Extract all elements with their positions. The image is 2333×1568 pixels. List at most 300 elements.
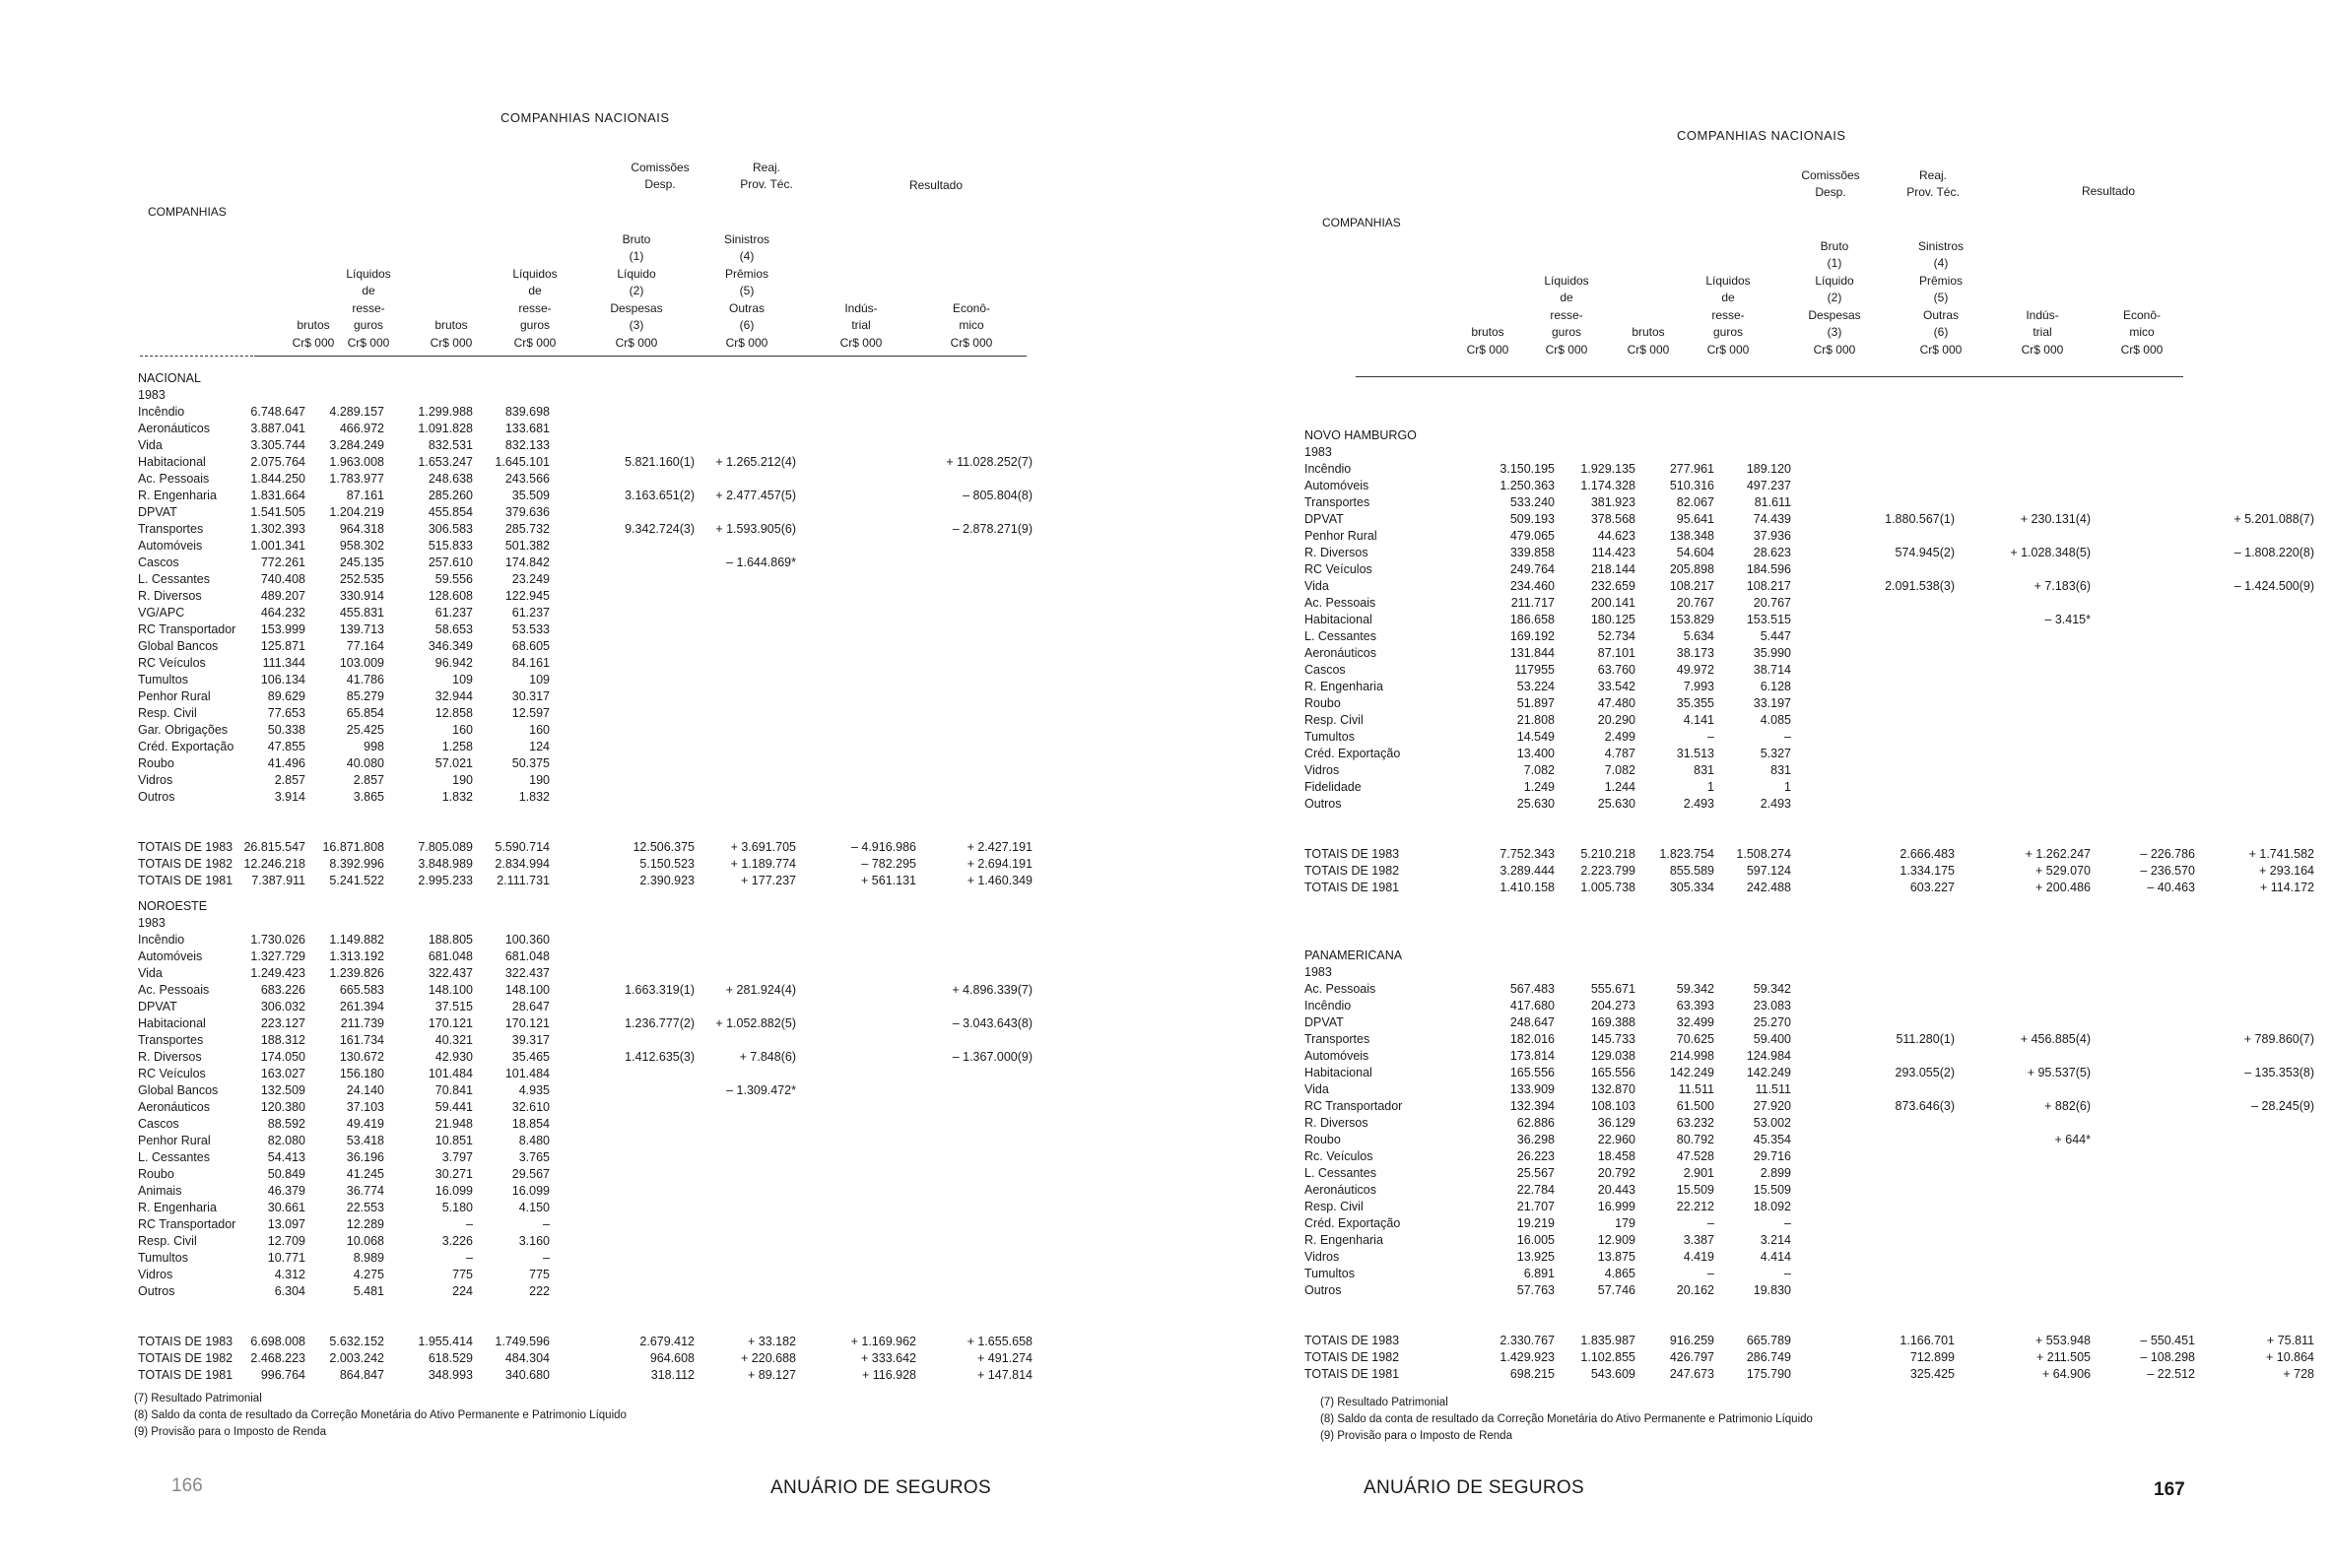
cell-value: + 64.906 <box>2041 1367 2091 1381</box>
table-row <box>138 755 550 772</box>
column-header-line: Líquido <box>1815 273 1854 288</box>
table-row <box>138 538 550 555</box>
cell-value: 330.914 <box>339 589 384 603</box>
cell-value: 96.942 <box>434 656 473 670</box>
row-label: Resp. Civil <box>1304 713 1364 727</box>
row-label: VG/APC <box>138 606 185 620</box>
cell-value: + 1.655.658 <box>967 1335 1033 1348</box>
footnote-8: (8) Saldo da conta de resultado da Correção Monetária do Ativo Permanente e Patrimonio Líquido <box>134 1409 627 1421</box>
table-row <box>1304 578 2314 595</box>
row-label: Outros <box>138 790 175 804</box>
cell-value: + 177.237 <box>741 874 796 887</box>
cell-value: 10.771 <box>267 1251 305 1265</box>
row-label: Resp. Civil <box>138 706 197 720</box>
cell-value: 3.163.651(2) <box>625 489 695 502</box>
cell-value: – 1.309.472* <box>726 1083 796 1097</box>
cell-value: 8.392.996 <box>329 857 384 871</box>
group-header-line: Reaj. <box>752 161 780 174</box>
cell-value: 1.204.219 <box>329 505 384 519</box>
cell-value: 1.249.423 <box>250 966 305 980</box>
table-row <box>138 471 550 488</box>
row-label: Habitacional <box>138 1016 206 1030</box>
row-label: Animais <box>138 1184 182 1198</box>
row-label: Vida <box>1304 1082 1329 1096</box>
column-header-line: resse- <box>1711 307 1745 322</box>
cell-value: 597.124 <box>1746 864 1791 878</box>
cell-value: 28.647 <box>511 1000 550 1013</box>
column-header-line: Prêmios <box>1918 273 1963 288</box>
cell-value: 169.192 <box>1509 629 1555 643</box>
cell-value: 188.312 <box>260 1033 305 1047</box>
cell-value: + 882(6) <box>2044 1099 2091 1113</box>
cell-value: 5.241.522 <box>329 874 384 887</box>
column-header-line: (6) <box>739 318 755 332</box>
cell-value: 108.217 <box>1746 579 1791 593</box>
table-row <box>1304 1232 1791 1249</box>
cell-value: – <box>543 1217 550 1231</box>
cell-value: 35.355 <box>1676 696 1714 710</box>
cell-value: 20.767 <box>1676 596 1714 610</box>
cell-value: 51.897 <box>1516 696 1555 710</box>
table-row <box>138 1049 1033 1066</box>
cell-value: 40.321 <box>434 1033 473 1047</box>
cell-value: 873.646(3) <box>1895 1099 1955 1113</box>
cell-value: 77.164 <box>346 639 384 653</box>
cell-value: + 89.127 <box>747 1368 796 1382</box>
cell-value: 29.716 <box>1753 1149 1791 1163</box>
cell-value: 322.437 <box>428 966 473 980</box>
cell-value: 484.304 <box>504 1351 550 1365</box>
cell-value: 6.128 <box>1760 680 1791 693</box>
table-row <box>1304 1182 1791 1199</box>
cell-value: 142.249 <box>1669 1066 1714 1079</box>
cell-value: 293.055(2) <box>1895 1066 1955 1079</box>
row-label: Tumultos <box>138 1251 188 1265</box>
row-label: R. Diversos <box>138 589 202 603</box>
cell-value: 1.663.319(1) <box>625 983 695 997</box>
cell-value: 242.488 <box>1746 881 1791 894</box>
cell-value: 3.387 <box>1683 1233 1714 1247</box>
cell-value: 4.150 <box>518 1201 550 1214</box>
cell-value: 81.611 <box>1754 495 1791 509</box>
cell-value: 59.400 <box>1753 1032 1791 1046</box>
cell-value: 3.765 <box>518 1150 550 1164</box>
cell-value: 133.681 <box>504 422 550 435</box>
column-header-line: Cr$ 000 <box>430 335 473 350</box>
cell-value: 165.556 <box>1590 1066 1635 1079</box>
cell-value: 153.999 <box>260 622 305 636</box>
column-header-line: de <box>362 284 375 297</box>
cell-value: 1.091.828 <box>418 422 473 435</box>
cell-value: 13.400 <box>1516 747 1555 760</box>
table-row <box>138 655 550 672</box>
cell-value: 417.680 <box>1509 999 1555 1013</box>
page-number: 166 <box>171 1475 203 1496</box>
group-header-comissoes <box>1781 167 1880 201</box>
cell-value: 16.999 <box>1597 1200 1635 1213</box>
cell-value: 4.414 <box>1760 1250 1791 1264</box>
table-row <box>1304 1031 2314 1048</box>
column-header-line: Cr$ 000 <box>2021 342 2064 357</box>
column-header-line: Outras <box>1922 307 1959 322</box>
totals-row <box>1304 1349 2314 1366</box>
cell-value: – 805.804(8) <box>963 489 1033 502</box>
cell-value: 132.394 <box>1509 1099 1555 1113</box>
row-label: Ac. Pessoais <box>1304 596 1376 610</box>
cell-value: + 1.189.774 <box>730 857 796 871</box>
cell-value: + 561.131 <box>861 874 916 887</box>
cell-value: 5.632.152 <box>329 1335 384 1348</box>
cell-value: 10.851 <box>434 1134 473 1147</box>
footnotes <box>134 1391 627 1441</box>
footnote-8: (8) Saldo da conta de resultado da Correção Monetária do Ativo Permanente e Patrimonio Líquido <box>1320 1413 1813 1425</box>
cell-value: 1.149.882 <box>329 933 384 947</box>
page-number: 167 <box>2154 1479 2185 1500</box>
cell-value: 603.227 <box>1909 881 1955 894</box>
cell-value: 4.312 <box>274 1268 305 1281</box>
cell-value: 19.830 <box>1753 1283 1791 1297</box>
cell-value: 22.553 <box>346 1201 384 1214</box>
cell-value: 248.638 <box>428 472 473 486</box>
row-label: RC Veículos <box>138 1067 206 1080</box>
cell-value: 19.219 <box>1516 1216 1555 1230</box>
row-label: Rc. Veículos <box>1304 1149 1373 1163</box>
cell-value: 1 <box>1784 780 1791 794</box>
row-label: DPVAT <box>1304 512 1344 526</box>
cell-value: 6.698.008 <box>250 1335 305 1348</box>
cell-value: 348.993 <box>428 1368 473 1382</box>
table-row <box>138 948 550 965</box>
cell-value: 2.468.223 <box>250 1351 305 1365</box>
cell-value: – 1.424.500(9) <box>2233 579 2314 593</box>
cell-value: 2.899 <box>1760 1166 1791 1180</box>
cell-value: – 4.916.986 <box>850 840 916 854</box>
cell-value: 712.899 <box>1909 1350 1955 1364</box>
group-header-resultado: Resultado <box>2081 184 2136 198</box>
cell-value: + 4.896.339(7) <box>952 983 1033 997</box>
right-page <box>1166 0 2333 1568</box>
cell-value: 1.653.247 <box>418 455 473 469</box>
cell-value: 3.289.444 <box>1500 864 1555 878</box>
cell-value: 184.596 <box>1746 562 1791 576</box>
page-title: COMPANHIAS NACIONAIS <box>500 110 670 125</box>
row-label: Transportes <box>1304 495 1370 509</box>
table-row <box>138 932 550 948</box>
table-row <box>138 1183 550 1200</box>
table-row <box>1304 461 1791 478</box>
cell-value: – <box>1784 730 1791 744</box>
cell-value: 11.511 <box>1755 1082 1791 1096</box>
column-header-line: Econô- <box>2122 307 2162 322</box>
cell-value: 4.865 <box>1604 1267 1635 1280</box>
cell-value: 1 <box>1707 780 1714 794</box>
cell-value: 3.214 <box>1760 1233 1791 1247</box>
cell-value: + 147.814 <box>977 1368 1033 1382</box>
row-label: Créd. Exportação <box>1304 747 1401 760</box>
column-header <box>927 300 1016 353</box>
column-header-line: Cr$ 000 <box>1813 342 1856 357</box>
cell-value: 5.821.160(1) <box>625 455 695 469</box>
cell-value: 39.317 <box>511 1033 550 1047</box>
cell-value: – <box>543 1251 550 1265</box>
cell-value: + 1.741.582 <box>2248 847 2314 861</box>
cell-value: + 7.848(6) <box>739 1050 796 1064</box>
cell-value: 4.275 <box>353 1268 384 1281</box>
cell-value: – 3.043.643(8) <box>952 1016 1033 1030</box>
row-label: Aeronáuticos <box>1304 1183 1376 1197</box>
cell-value: – 2.878.271(9) <box>952 522 1033 536</box>
cell-value: 15.509 <box>1753 1183 1791 1197</box>
cell-value: 772.261 <box>260 555 305 569</box>
cell-value: 57.021 <box>434 756 473 770</box>
row-label: Incêndio <box>1304 462 1352 476</box>
cell-value: 9.342.724(3) <box>625 522 695 536</box>
cell-value: 1.005.738 <box>1580 881 1635 894</box>
row-label: TOTAIS DE 1981 <box>1304 1367 1400 1381</box>
cell-value: 18.854 <box>511 1117 550 1131</box>
column-header-line: brutos <box>1471 325 1504 339</box>
row-label: Penhor Rural <box>138 1134 211 1147</box>
cell-value: 46.379 <box>267 1184 305 1198</box>
cell-value: 53.418 <box>346 1134 384 1147</box>
cell-value: 35.990 <box>1753 646 1791 660</box>
cell-value: 148.100 <box>504 983 550 997</box>
cell-value: 497.237 <box>1746 479 1791 492</box>
column-header-line: (6) <box>1933 325 1949 339</box>
totals-row <box>1304 880 2314 896</box>
column-header-line: mico <box>959 318 984 332</box>
cell-value: 1.334.175 <box>1900 864 1955 878</box>
cell-value: 13.097 <box>267 1217 305 1231</box>
cell-value: 285.260 <box>428 489 473 502</box>
cell-value: 89.629 <box>267 689 305 703</box>
row-label: TOTAIS DE 1982 <box>138 1351 233 1365</box>
row-label: DPVAT <box>138 505 177 519</box>
cell-value: 775 <box>529 1268 550 1281</box>
cell-value: 175.790 <box>1746 1367 1791 1381</box>
cell-value: 114.423 <box>1591 546 1635 559</box>
row-label: R. Diversos <box>138 1050 202 1064</box>
cell-value: 12.289 <box>346 1217 384 1231</box>
cell-value: 286.749 <box>1746 1350 1791 1364</box>
cell-value: 4.419 <box>1683 1250 1714 1264</box>
section-year: 1983 <box>138 388 166 402</box>
cell-value: 58.653 <box>434 622 473 636</box>
table-row <box>1304 695 1791 712</box>
cell-value: 1.166.701 <box>1900 1334 1955 1347</box>
cell-value: 8.480 <box>518 1134 550 1147</box>
cell-value: 22.212 <box>1676 1200 1714 1213</box>
row-label: TOTAIS DE 1981 <box>1304 881 1400 894</box>
table-row <box>138 1233 550 1250</box>
cell-value: 41.786 <box>346 673 384 686</box>
cell-value: 832.531 <box>428 438 473 452</box>
row-label: R. Engenharia <box>1304 680 1383 693</box>
table-row <box>1304 645 1791 662</box>
cell-value: + 33.182 <box>747 1335 796 1348</box>
cell-value: 574.945(2) <box>1895 546 1955 559</box>
column-header-line: trial <box>2033 325 2052 339</box>
cell-value: 1.299.988 <box>418 405 473 419</box>
cell-value: 379.636 <box>504 505 550 519</box>
cell-value: 2.666.483 <box>1900 847 1955 861</box>
cell-value: 37.515 <box>434 1000 473 1013</box>
cell-value: 12.909 <box>1597 1233 1635 1247</box>
cell-value: + 7.183(6) <box>2033 579 2091 593</box>
section-name: PANAMERICANA <box>1304 948 1403 962</box>
table-row <box>138 1200 550 1216</box>
row-label: TOTAIS DE 1983 <box>138 840 233 854</box>
column-header-line: Cr$ 000 <box>1545 342 1588 357</box>
cell-value: 108.103 <box>1590 1099 1635 1113</box>
cell-value: 38.714 <box>1753 663 1791 677</box>
cell-value: 189.120 <box>1746 462 1791 476</box>
table-row <box>138 588 550 605</box>
cell-value: 32.499 <box>1676 1015 1714 1029</box>
table-row <box>1304 478 1791 494</box>
cell-value: 7.752.343 <box>1500 847 1555 861</box>
cell-value: 163.027 <box>260 1067 305 1080</box>
cell-value: 864.847 <box>339 1368 384 1382</box>
cell-value: + 230.131(4) <box>2020 512 2091 526</box>
column-header-line: Cr$ 000 <box>725 335 768 350</box>
row-label: Aeronáuticos <box>138 422 210 435</box>
table-row <box>1304 1048 1791 1065</box>
cell-value: 87.101 <box>1597 646 1635 660</box>
cell-value: 509.193 <box>1509 512 1555 526</box>
cell-value: 2.499 <box>1604 730 1635 744</box>
cell-value: – 782.295 <box>861 857 916 871</box>
cell-value: 30.271 <box>434 1167 473 1181</box>
cell-value: 1.832 <box>441 790 473 804</box>
row-label: DPVAT <box>138 1000 177 1013</box>
column-header-line: resse- <box>1550 307 1583 322</box>
row-label: Transportes <box>138 522 204 536</box>
cell-value: 3.305.744 <box>250 438 305 452</box>
cell-value: 11.511 <box>1678 1082 1714 1096</box>
table-row <box>138 672 550 688</box>
row-label: Ac. Pessoais <box>138 472 210 486</box>
row-label: Ac. Pessoais <box>1304 982 1376 996</box>
cell-value: 252.535 <box>339 572 384 586</box>
column-header <box>1790 238 1879 359</box>
cell-value: + 200.486 <box>2035 881 2091 894</box>
cell-value: 839.698 <box>504 405 550 419</box>
cell-value: 25.630 <box>1597 797 1635 811</box>
cell-value: 681.048 <box>428 949 473 963</box>
cell-value: 32.944 <box>434 689 473 703</box>
cell-value: 6.891 <box>1523 1267 1555 1280</box>
column-header-line: guros <box>1712 325 1744 339</box>
cell-value: 122.945 <box>504 589 550 603</box>
row-label: RC Transportador <box>138 1217 236 1231</box>
cell-value: 61.237 <box>434 606 473 620</box>
column-header-line: guros <box>519 318 551 332</box>
cell-value: 683.226 <box>260 983 305 997</box>
cell-value: 1.239.826 <box>329 966 384 980</box>
cell-value: 22.784 <box>1516 1183 1555 1197</box>
cell-value: 2.857 <box>274 773 305 787</box>
footnote-7: (7) Resultado Patrimonial <box>1320 1397 1448 1408</box>
row-label: Aeronáuticos <box>138 1100 210 1114</box>
totals-row <box>1304 1333 2314 1349</box>
row-label: TOTAIS DE 1981 <box>138 874 233 887</box>
cell-value: 109 <box>529 673 550 686</box>
section-year: 1983 <box>1304 445 1332 459</box>
table-row <box>138 488 1033 504</box>
cell-value: + 1.265.212(4) <box>715 455 796 469</box>
footnote-9: (9) Provisão para o Imposto de Renda <box>1320 1430 1512 1442</box>
cell-value: 248.647 <box>1509 1015 1555 1029</box>
cell-value: 740.408 <box>260 572 305 586</box>
cell-value: + 293.164 <box>2259 864 2314 878</box>
row-label: Vidros <box>1304 763 1340 777</box>
row-label: TOTAIS DE 1983 <box>138 1335 233 1348</box>
cell-value: 211.739 <box>340 1016 384 1030</box>
cell-value: 3.797 <box>441 1150 473 1164</box>
column-header-line: guros <box>1551 325 1582 339</box>
table-row <box>1304 796 1791 813</box>
cell-value: 466.972 <box>339 422 384 435</box>
totals-row <box>138 839 1033 856</box>
cell-value: 4.935 <box>518 1083 550 1097</box>
cell-value: 59.342 <box>1753 982 1791 996</box>
cell-value: 68.605 <box>511 639 550 653</box>
cell-value: 1.541.505 <box>250 505 305 519</box>
column-header-line: Prêmios <box>724 266 768 281</box>
cell-value: 10.068 <box>346 1234 384 1248</box>
table-row <box>138 789 550 806</box>
table-row <box>138 454 1033 471</box>
cell-value: 53.533 <box>511 622 550 636</box>
cell-value: 1.823.754 <box>1659 847 1714 861</box>
cell-value: 25.567 <box>1516 1166 1555 1180</box>
cell-value: 160 <box>529 723 550 737</box>
row-label: Cascos <box>138 555 179 569</box>
row-label: Ac. Pessoais <box>138 983 210 997</box>
cell-value: + 456.885(4) <box>2020 1032 2091 1046</box>
column-header-line: Indús- <box>844 300 878 315</box>
cell-value: 16.099 <box>434 1184 473 1198</box>
cell-value: 100.360 <box>504 933 550 947</box>
cell-value: 21.948 <box>434 1117 473 1131</box>
column-header-line: Cr$ 000 <box>347 335 390 350</box>
cell-value: 1.302.393 <box>250 522 305 536</box>
cell-value: 555.671 <box>1590 982 1635 996</box>
cell-value: 108.217 <box>1669 579 1714 593</box>
row-label: Créd. Exportação <box>1304 1216 1401 1230</box>
cell-value: 4.141 <box>1683 713 1714 727</box>
cell-value: 45.354 <box>1753 1133 1791 1146</box>
column-header-line: Cr$ 000 <box>292 335 335 350</box>
cell-value: 95.641 <box>1676 512 1714 526</box>
cell-value: 35.509 <box>511 489 550 502</box>
cell-value: 2.834.994 <box>495 857 550 871</box>
spacer <box>138 806 201 822</box>
table-row <box>1304 729 1791 746</box>
row-label: Vida <box>138 438 163 452</box>
column-header <box>1443 324 1532 359</box>
column-header <box>491 266 579 353</box>
row-label: Vidros <box>138 773 173 787</box>
footnote-7: (7) Resultado Patrimonial <box>134 1393 262 1405</box>
cell-value: 7.082 <box>1523 763 1555 777</box>
cell-value: 74.439 <box>1753 512 1791 526</box>
group-header-line: Prov. Téc. <box>740 177 793 191</box>
cell-value: 59.441 <box>434 1100 473 1114</box>
cell-value: 831 <box>1770 763 1791 777</box>
cell-value: 1.749.596 <box>495 1335 550 1348</box>
